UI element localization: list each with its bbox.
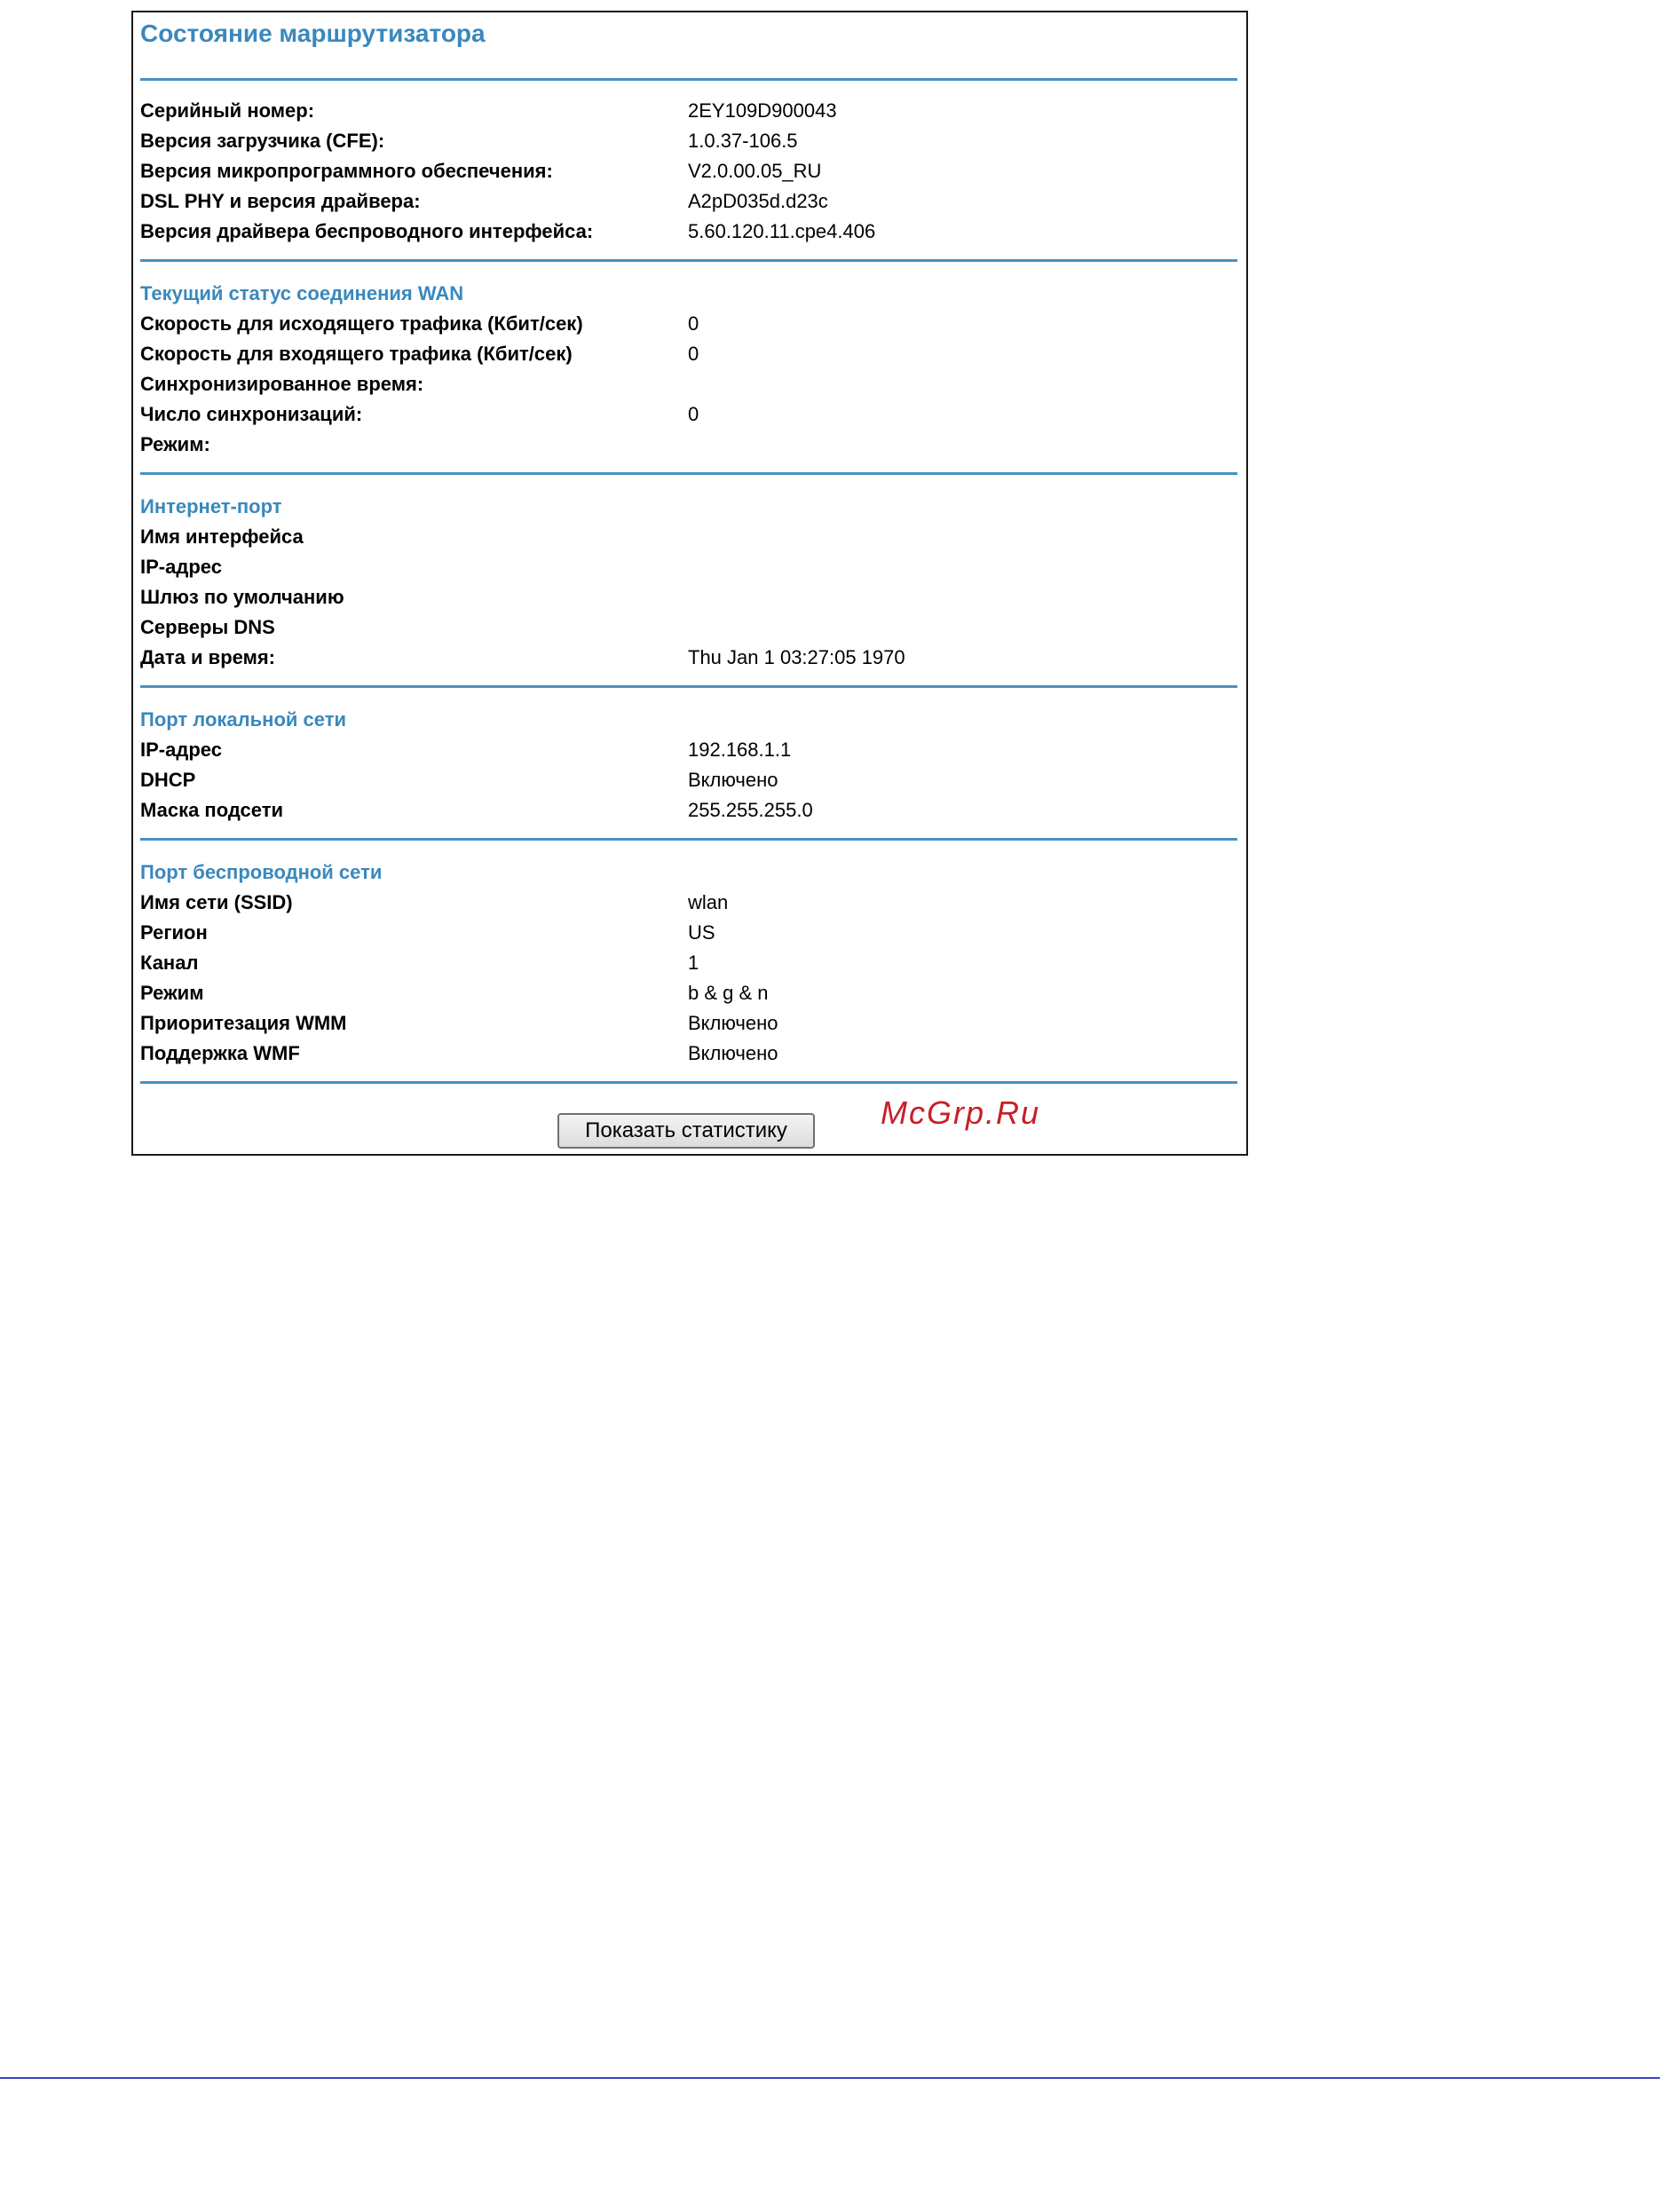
region-value: US <box>688 921 715 944</box>
bootloader-version-label: Версия загрузчика (CFE): <box>140 130 385 152</box>
sync-count-value: 0 <box>688 403 699 425</box>
lan-ip-label: IP-адрес <box>140 739 222 761</box>
lan-row-subnet <box>140 795 1237 826</box>
wireless-row-wmm <box>140 1008 1237 1039</box>
default-gateway-label: Шлюз по умолчанию <box>140 586 344 608</box>
wmm-label: Приоритезация WMM <box>140 1012 347 1034</box>
wireless-row-mode <box>140 978 1237 1008</box>
wan-row-sync-count <box>140 399 1237 430</box>
separator <box>140 78 1237 81</box>
dsl-phy-version-label: DSL PHY и версия драйвера: <box>140 190 421 212</box>
wan-section-title: Текущий статус соединения WAN <box>140 282 464 304</box>
watermark: McGrp.Ru <box>881 1094 1041 1131</box>
dsl-phy-version-value: A2pD035d.d23c <box>688 190 828 212</box>
ssid-label: Имя сети (SSID) <box>140 891 293 913</box>
wireless-section-title: Порт беспроводной сети <box>140 861 383 883</box>
wireless-row-ssid <box>140 888 1237 918</box>
serial-number-label: Серийный номер: <box>140 99 315 122</box>
wireless-row-wmf <box>140 1039 1237 1069</box>
upstream-rate-label: Скорость для исходящего трафика (Кбит/сек) <box>140 312 583 335</box>
firmware-version-value: V2.0.00.05_RU <box>688 160 822 182</box>
date-time-label: Дата и время: <box>140 646 276 668</box>
sync-count-label: Число синхронизаций: <box>140 403 363 425</box>
serial-number-value: 2EY109D900043 <box>688 99 837 122</box>
wireless-driver-version-value: 5.60.120.11.cpe4.406 <box>688 220 876 242</box>
wmf-value: Включено <box>688 1042 778 1064</box>
ssid-value: wlan <box>688 891 729 913</box>
internet-row-gateway <box>140 582 1237 612</box>
internet-row-ip <box>140 552 1237 582</box>
page-footer-rule <box>0 2077 1660 2079</box>
lan-row-dhcp <box>140 765 1237 795</box>
separator <box>140 685 1237 688</box>
downstream-rate-value: 0 <box>688 343 699 365</box>
wmf-label: Поддержка WMF <box>140 1042 300 1064</box>
internet-section-title: Интернет-порт <box>140 495 282 517</box>
wireless-mode-value: b & g & n <box>688 982 769 1004</box>
lan-row-ip <box>140 735 1237 765</box>
upstream-rate-value: 0 <box>688 312 699 335</box>
info-row-firmware <box>140 156 1237 186</box>
info-row-wireless-driver <box>140 217 1237 247</box>
separator <box>140 259 1237 262</box>
channel-value: 1 <box>688 952 699 974</box>
subnet-mask-label: Маска подсети <box>140 799 284 821</box>
router-status-panel <box>131 11 1248 1156</box>
internet-row-dns <box>140 612 1237 643</box>
wan-row-mode <box>140 430 1237 460</box>
dns-servers-label: Серверы DNS <box>140 616 275 638</box>
wan-row-sync-time <box>140 369 1237 399</box>
wmm-value: Включено <box>688 1012 778 1034</box>
dhcp-value: Включено <box>688 769 778 791</box>
dhcp-label: DHCP <box>140 769 196 791</box>
internet-ip-label: IP-адрес <box>140 556 222 578</box>
info-row-dsl-phy <box>140 186 1237 217</box>
separator <box>140 1081 1237 1084</box>
date-time-value: Thu Jan 1 03:27:05 1970 <box>688 646 905 668</box>
internet-row-interface <box>140 522 1237 552</box>
firmware-version-label: Версия микропрограммного обеспечения: <box>140 160 553 182</box>
wireless-row-region <box>140 918 1237 948</box>
channel-label: Канал <box>140 952 199 974</box>
sync-time-label: Синхронизированное время: <box>140 373 424 395</box>
info-row-serial <box>140 96 1237 126</box>
wan-row-downstream <box>140 339 1237 369</box>
wireless-driver-version-label: Версия драйвера беспроводного интерфейса: <box>140 220 594 242</box>
lan-section-title: Порт локальной сети <box>140 708 346 731</box>
lan-ip-value: 192.168.1.1 <box>688 739 792 761</box>
downstream-rate-label: Скорость для входящего трафика (Кбит/сек) <box>140 343 573 365</box>
internet-row-datetime <box>140 643 1237 673</box>
show-statistics-button[interactable]: Показать статистику <box>557 1113 815 1149</box>
separator <box>140 472 1237 475</box>
separator <box>140 838 1237 841</box>
wireless-row-channel <box>140 948 1237 978</box>
region-label: Регион <box>140 921 208 944</box>
interface-name-label: Имя интерфейса <box>140 525 304 548</box>
info-row-bootloader <box>140 126 1237 156</box>
wireless-mode-label: Режим <box>140 982 204 1004</box>
page-title: Состояние маршрутизатора <box>140 20 486 47</box>
bootloader-version-value: 1.0.37-106.5 <box>688 130 798 152</box>
subnet-mask-value: 255.255.255.0 <box>688 799 813 821</box>
wan-mode-label: Режим: <box>140 433 210 455</box>
wan-row-upstream <box>140 309 1237 339</box>
